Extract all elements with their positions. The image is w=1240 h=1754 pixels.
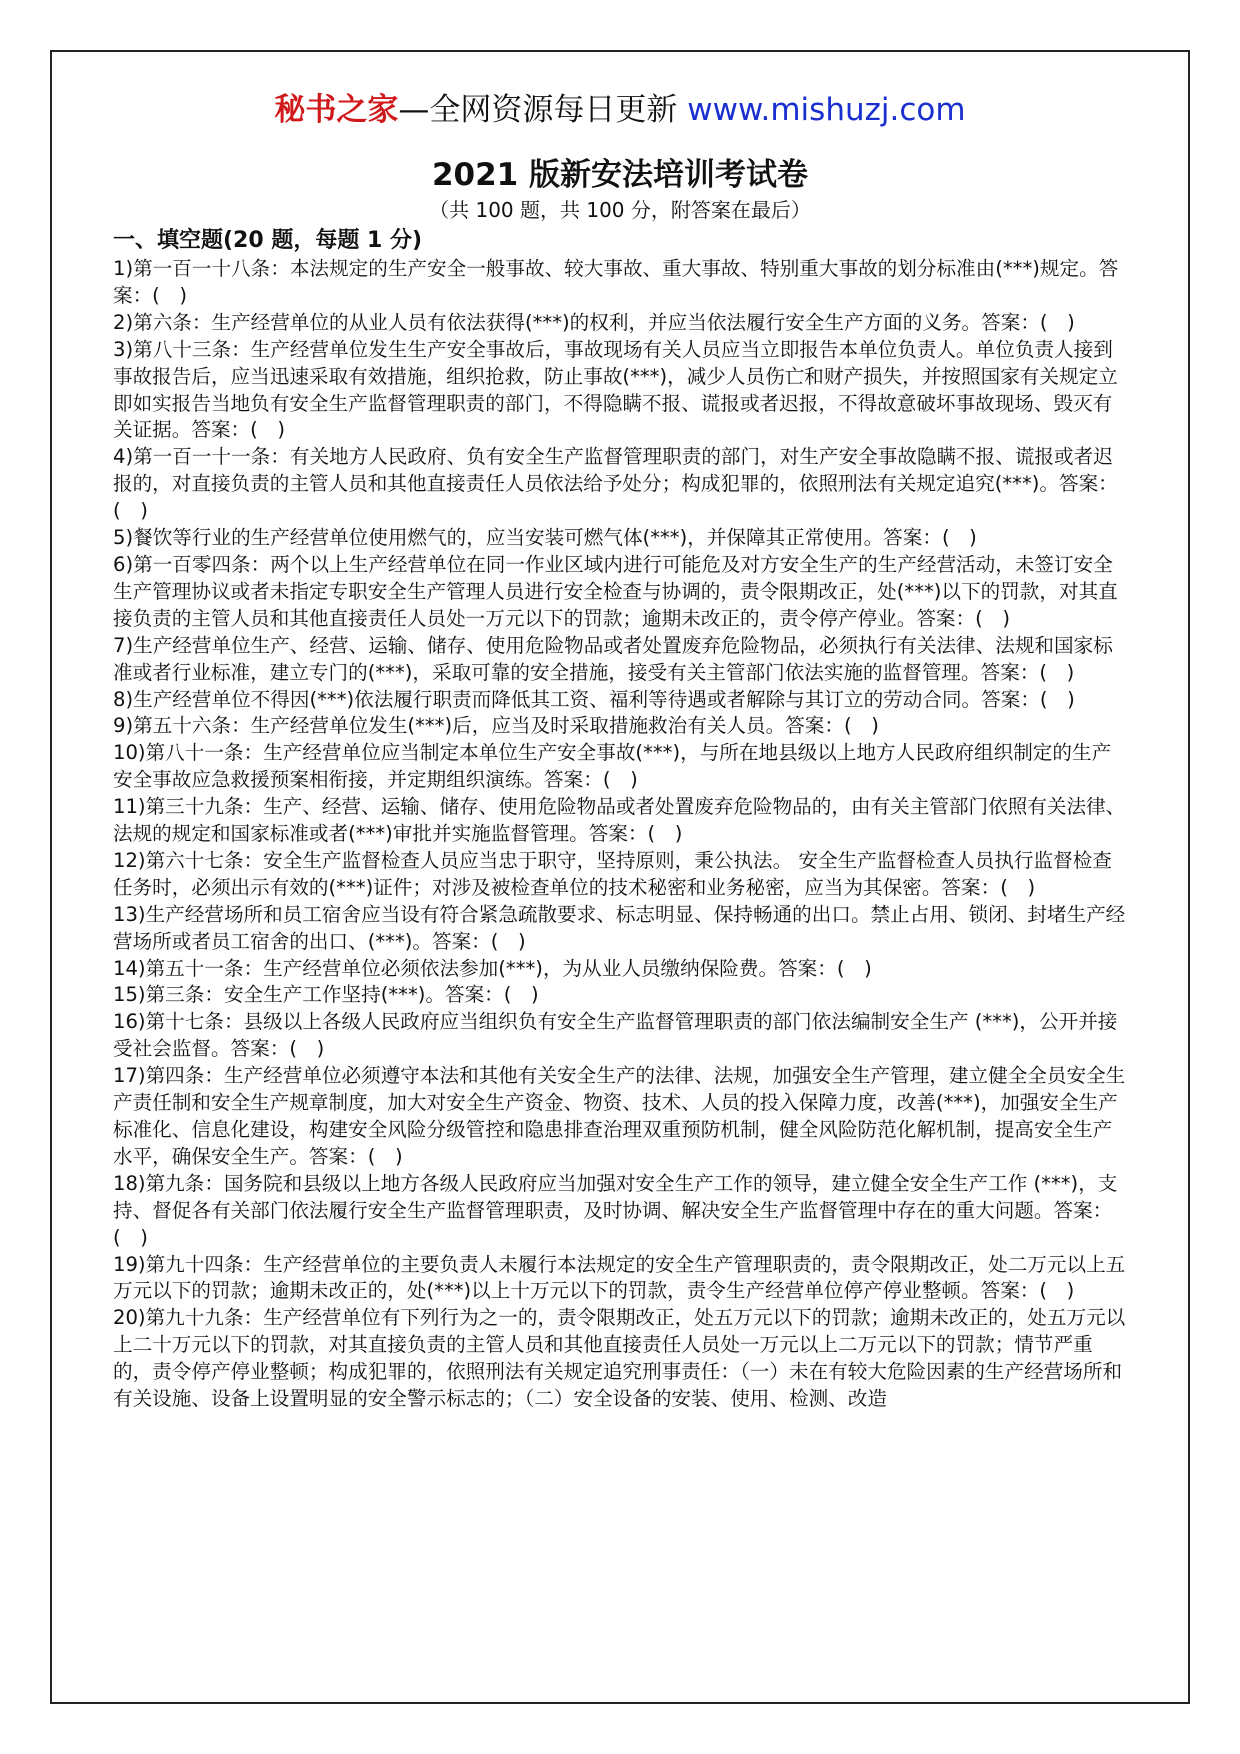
site-url-link[interactable]: www.mishuzj.com	[687, 92, 966, 128]
question-item: 12)第六十七条：安全生产监督检查人员应当忠于职守，坚持原则，秉公执法。 安全生产监督检查人员执行监督检查任务时，必须出示有效的(***)证件；对涉及被检查单位的技术秘密和业务秘密，应当为其保密。答案：( )	[113, 848, 1112, 899]
question-item: 4)第一百一十一条：有关地方人民政府、负有安全生产监督管理职责的部门，对生产安全事故隐瞒不报、谎报或者迟报的，对直接负责的主管人员和其他直接责任人员依法给予处分；构成犯罪的，依照刑法有关规定追究(***)。答案：( )	[113, 445, 1118, 523]
section-heading: 一、填空题(20 题，每题 1 分)	[113, 228, 423, 253]
question-item: 2)第六条：生产经营单位的从业人员有依法获得(***)的权利，并应当依法履行安全生产方面的义务。答案：( )	[113, 310, 1075, 334]
question-item: 17)第四条：生产经营单位必须遵守本法和其他有关安全生产的法律、法规，加强安全生产管理，建立健全全员安全生产责任制和安全生产规章制度，加大对安全生产资金、物资、技术、人员的投入保障力度，改善(***)，加强安全生产标准化、信息化建设，构建安全风险分级管控和隐患排查治理双重预防机制，健全风险防范化解机制，提高安全生产水平，确保安全生产。答案：( )	[113, 1064, 1126, 1168]
question-item: 7)生产经营单位生产、经营、运输、储存、使用危险物品或者处置废弃危险物品，必须执行有关法律、法规和国家标准或者行业标准，建立专门的(***)，采取可靠的安全措施，接受有关主管部门依法实施的监督管理。答案：( )	[113, 633, 1113, 684]
page-title: 2021 版新安法培训考试卷	[431, 157, 809, 193]
page-subtitle: （共 100 题，共 100 分，附答案在最后）	[429, 198, 811, 222]
question-item: 11)第三十九条：生产、经营、运输、储存、使用危险物品或者处置废弃危险物品的，由有关主管部门依照有关法律、法规的规定和国家标准或者(***)审批并实施监督管理。答案：( )	[113, 795, 1126, 846]
question-item: 16)第十七条：县级以上各级人民政府应当组织负有安全生产监督管理职责的部门依法编制安全生产 (***)，公开并接受社会监督。答案：( )	[113, 1010, 1118, 1061]
question-item: 18)第九条：国务院和县级以上地方各级人民政府应当加强对安全生产工作的领导，建立健全安全生产工作 (***)，支持、督促各有关部门依法履行安全生产监督管理职责，及时协调、解决安全生产监督管理中存在的重大问题。答案：( )	[113, 1171, 1118, 1249]
question-item: 6)第一百零四条：两个以上生产经营单位在同一作业区域内进行可能危及对方安全生产的生产经营活动，未签订安全生产管理协议或者未指定专职安全生产管理人员进行安全检查与协调的，责令限期改正，处(***)以下的罚款，对其直接负责的主管人员和其他直接责任人员处一万元以下的罚款；逾期未改正的，责令停产停业。答案：( )	[113, 552, 1118, 630]
question-item: 10)第八十一条：生产经营单位应当制定本单位生产安全事故(***)，与所在地县级以上地方人民政府组织制定的生产安全事故应急救援预案相衔接，并定期组织演练。答案：( )	[113, 741, 1112, 792]
brand-name: 秘书之家	[274, 92, 399, 128]
question-item: 5)餐饮等行业的生产经营单位使用燃气的，应当安装可燃气体(***)，并保障其正常使用。答案：( )	[113, 526, 977, 550]
question-item: 20)第九十九条：生产经营单位有下列行为之一的，责令限期改正，处五万元以下的罚款；逾期未改正的，处五万元以上二十万元以下的罚款，对其直接负责的主管人员和其他直接责任人员处一万元以上二万元以下的罚款；情节严重的，责令停产停业整顿；构成犯罪的，依照刑法有关规定追究刑事责任：（一）未在有较大危险因素的生产经营场所和有关设施、设备上设置明显的安全警示标志的；（二）安全设备的安装、使用、检测、改造	[113, 1306, 1126, 1411]
site-banner	[0, 90, 1240, 130]
question-item: 3)第八十三条：生产经营单位发生生产安全事故后，事故现场有关人员应当立即报告本单位负责人。单位负责人接到事故报告后，应当迅速采取有效措施，组织抢救，防止事故(***)，减少人员伤亡和财产损失，并按照国家有关规定立即如实报告当地负有安全生产监督管理职责的部门，不得隐瞒不报、谎报或者迟报，不得故意破坏事故现场、毁灭有关证据。答案：( )	[113, 337, 1118, 442]
question-item: 13)生产经营场所和员工宿舍应当设有符合紧急疏散要求、标志明显、保持畅通的出口。禁止占用、锁闭、封堵生产经营场所或者员工宿舍的出口、(***)。答案：( )	[113, 902, 1126, 953]
question-item: 19)第九十四条：生产经营单位的主要负责人未履行本法规定的安全生产管理职责的，责令限期改正，处二万元以上五万元以下的罚款；逾期未改正的，处(***)以上十万元以下的罚款，责令生产经营单位停产停业整顿。答案：( )	[113, 1252, 1126, 1303]
question-item: 1)第一百一十八条：本法规定的生产安全一般事故、较大事故、重大事故、特别重大事故的划分标准由(***)规定。答案：( )	[113, 257, 1119, 307]
question-item: 15)第三条：安全生产工作坚持(***)。答案：( )	[113, 983, 539, 1007]
question-item: 8)生产经营单位不得因(***)依法履行职责而降低其工资、福利等待遇或者解除与其订立的劳动合同。答案：( )	[113, 687, 1075, 711]
question-item: 9)第五十六条：生产经营单位发生(***)后，应当及时采取措施救治有关人员。答案：( )	[113, 714, 879, 738]
banner-tagline: —全网资源每日更新	[398, 92, 688, 128]
question-list	[113, 256, 1128, 1666]
question-item: 14)第五十一条：生产经营单位必须依法参加(***)，为从业人员缴纳保险费。答案：( )	[113, 956, 872, 980]
